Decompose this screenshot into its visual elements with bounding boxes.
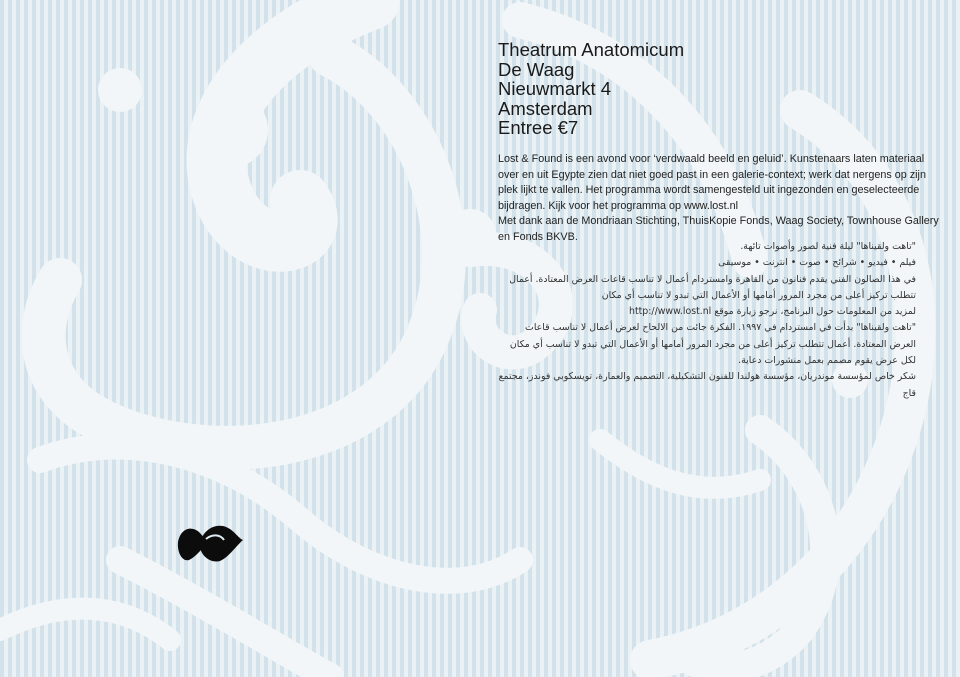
arabic-design-line: لكل عرض يقوم مصمم بعمل منشورات دعاية. xyxy=(738,355,916,367)
venue-name: Theatrum Anatomicum xyxy=(498,39,685,60)
arabic-description xyxy=(498,239,916,402)
venue-street: Nieuwmarkt 4 xyxy=(498,78,612,100)
arabic-website-line: لمزيد من المعلومات حول البرنامج، نرجو زيارة موقع http://www.lost.nl xyxy=(629,306,916,318)
venue-city: Amsterdam xyxy=(498,97,593,119)
venue-info xyxy=(498,40,798,138)
arabic-history-paragraph: "تاهت ولقيناها" بدأت في امستردام في ١٩٩٧. الفكرة جائت من الالحاح لعرض أعمال لا تناسب قاعات العرض المعتادة. أعمال تتطلب تركيز أعلى من مجرد المرور أمامها أو الأعمال التي تبدو لا تناسب أي مكان xyxy=(509,322,916,350)
double-ribbon-logo-icon xyxy=(176,520,244,564)
arabic-salon-paragraph: في هذا الصالون الفني يقدم فنانون من القاهرة وامستردام أعمال لا تناسب قاعات العرض المعتادة. أعمال تتطلب تركيز أعلى من مجرد المرور أمامها أو الأعمال التي تبدو لا تناسب أي مكان xyxy=(509,273,916,301)
entrance-fee: Entree €7 xyxy=(498,117,579,139)
arabic-credits: شكر خاص لمؤسسة موندريان، مؤسسة هولندا للفنون التشكيلية، التصميم والعمارة، تويسكوبي فوندز، مجتمع قاج xyxy=(498,371,916,399)
arabic-media-line: فيلم • فيديو • شرائح • صوت • انترنت • موسيقى xyxy=(718,257,916,269)
arabic-title-line: "تاهت ولقيناها" ليلة فنية لصور وأصوات تائهة. xyxy=(740,241,916,252)
dutch-description xyxy=(498,152,946,246)
dutch-paragraph: Lost & Found is een avond voor ‘verdwaald beeld en geluid’. Kunstenaars laten materiaal over en uit Egypte zien dat niet goed past in een galerie-context; werk dat nergens op zijn plek lijkt te vallen. Het programma wordt samengesteld uit ingezonden en geselecteerde bijdragen. Kijk voor het programma op www.lost.nl xyxy=(498,153,926,212)
venue-building: De Waag xyxy=(498,58,575,80)
dutch-credits: Met dank aan de Mondriaan Stichting, ThuisKopie Fonds, Waag Society, Townhouse Gallery en Fonds BKVB. xyxy=(498,215,939,243)
